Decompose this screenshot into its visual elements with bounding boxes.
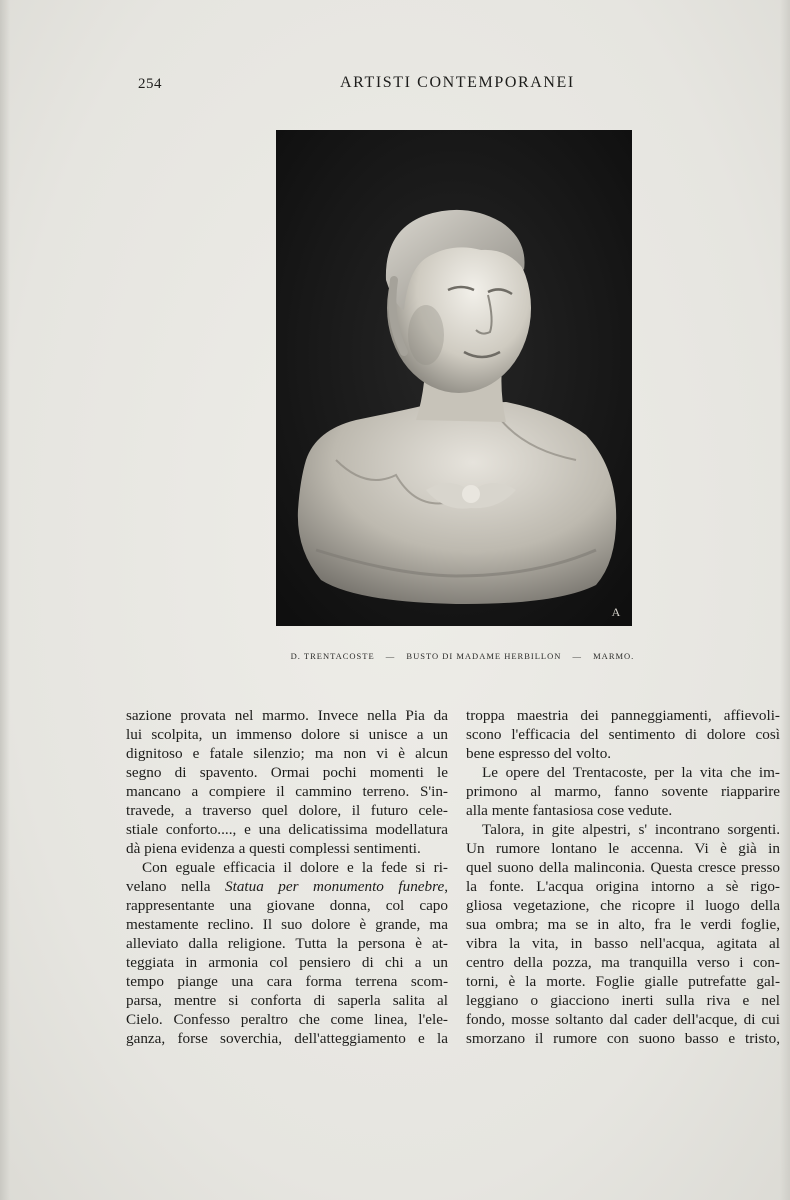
text-line: alla mente fantasiosa cose vedute. — [466, 802, 673, 819]
text-line: alleviato dalla religione. Tutta la persona è at- — [126, 935, 448, 952]
text-line: primono al marmo, fanno sovente riapparire — [466, 783, 780, 800]
text-fragment: , — [444, 878, 449, 895]
text-line: leggiano o giacciono inerti sulla riva e nel — [466, 992, 780, 1009]
text-line: Un rumore lontano le accenna. Vi è già in — [466, 840, 780, 857]
text-line: Con eguale efficacia il dolore e la fede si ri- — [142, 859, 448, 876]
text-line: vibra la vita, in basso nell'acqua, agitata al — [466, 935, 780, 952]
caption-work-title: BUSTO DI MADAME HERBILLON — [406, 651, 562, 661]
text-line: teggiata in armonia col pensiero di chi a un — [126, 954, 448, 971]
text-line: gliosa vegetazione, che ricopre il luogo della — [466, 897, 780, 914]
caption-dash-2: — — [572, 651, 582, 661]
text-line: fondo, mosse soltanto dal cader dell'acque, di cui — [466, 1011, 780, 1028]
text-line: parsa, mentre si conforta di saperla salita al — [126, 992, 448, 1009]
text-line: dignitoso e fatale silenzio; ma non vi è alcun — [126, 745, 448, 762]
text-line: torni, è la morte. Foglie gialle putrefatte gal- — [466, 973, 780, 990]
page-edge-shadow-left — [0, 0, 10, 1200]
page-number: 254 — [138, 76, 162, 92]
text-line: bene espresso del volto. — [466, 745, 612, 762]
sculptor-signature: A — [611, 605, 621, 619]
text-line: sazione provata nel marmo. Invece nella Pia da — [126, 707, 448, 724]
text-line: lui scolpita, un immenso dolore si unisce a un — [126, 726, 448, 743]
text-line: ganza, forse soverchia, dell'atteggiamento e la — [126, 1030, 448, 1047]
text-line: la fonte. L'acqua origina intorno a sè rigo- — [466, 878, 780, 895]
text-line: troppa maestria dei panneggiamenti, affievoli- — [466, 707, 780, 724]
text-line: mancano a compiere il cammino terreno. S'in- — [126, 783, 448, 800]
text-line: sua ombra; ma se in alto, fra le verdi foglie, — [466, 916, 780, 933]
text-fragment: velano nella — [126, 878, 211, 895]
text-line: rappresentante una giovane donna, col capo — [126, 897, 448, 914]
text-line: smorzano il rumore con suono basso e tristo, — [466, 1030, 780, 1047]
text-line: Le opere del Trentacoste, per la vita che im- — [482, 764, 780, 781]
sculpture-photograph — [276, 130, 632, 626]
text-line: travede, a traverso quel dolore, il futuro cele- — [126, 802, 448, 819]
text-line: Cielo. Confesso peraltro che come linea, l'ele- — [126, 1011, 448, 1028]
caption-dash-1: — — [385, 651, 396, 661]
text-line: scono l'efficacia del sentimento di dolore così — [466, 726, 780, 743]
text-line: quel suono della malinconia. Questa cresce presso — [466, 859, 780, 876]
text-line: dà piena evidenza a questi complessi sentimenti. — [126, 840, 421, 857]
marble-bust-image — [276, 130, 632, 626]
text-column-left — [126, 706, 448, 1048]
text-column-right — [466, 706, 780, 1048]
text-line: Talora, in gite alpestri, s' incontrano sorgenti. — [482, 821, 780, 838]
text-line: segno di spavento. Ormai pochi momenti le — [126, 764, 448, 781]
caption-material: MARMO. — [593, 651, 635, 661]
running-head: ARTISTI CONTEMPORANEI — [340, 74, 575, 91]
text-line: centro della pozza, ma tranquilla verso i con- — [466, 954, 780, 971]
page-edge-shadow-right — [780, 0, 790, 1200]
text-line-with-italic-title — [126, 877, 448, 896]
italic-work-title: Statua per monumento funebre — [225, 878, 445, 895]
text-line: mestamente reclino. Il suo dolore è grande, ma — [126, 916, 448, 933]
text-line: tempo piange una cara forma terrena scom- — [126, 973, 448, 990]
text-line: stiale conforto...., e una delicatissima modellatura — [126, 821, 448, 838]
figure-caption — [255, 651, 670, 661]
caption-artist: D. TRENTACOSTE — [290, 651, 375, 661]
